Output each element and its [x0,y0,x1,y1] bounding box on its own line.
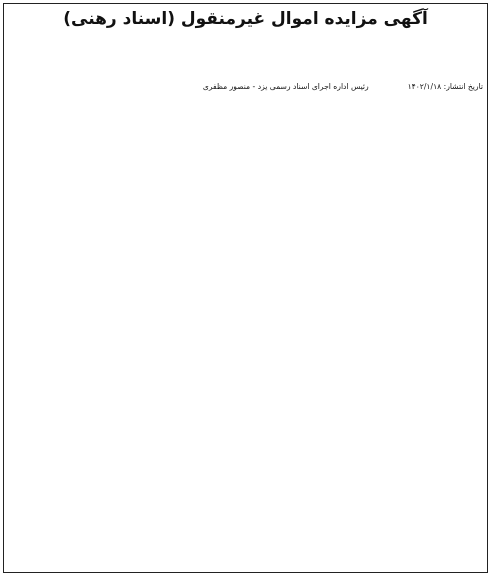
notice-title: آگهی مزایده اموال غیرمنقول (اسناد رهنی) [63,9,428,29]
footer-line: تاریخ انتشار: ۱۴۰۲/۱/۱۸ رئیس اداره اجرای اسناد رسمی یزد - منصور مظفری [202,82,483,91]
terms-paragraph [8,69,483,80]
publication-date: تاریخ انتشار: ۱۴۰۲/۱/۱۸ [407,82,483,91]
notice-footer [8,81,483,92]
signatory-name: منصور مظفری [202,82,251,91]
property-1-paragraph [8,45,483,56]
property-2-paragraph [8,57,483,68]
intro-paragraph [8,33,483,44]
office-head: رئیس اداره اجرای اسناد رسمی یزد [257,82,369,91]
